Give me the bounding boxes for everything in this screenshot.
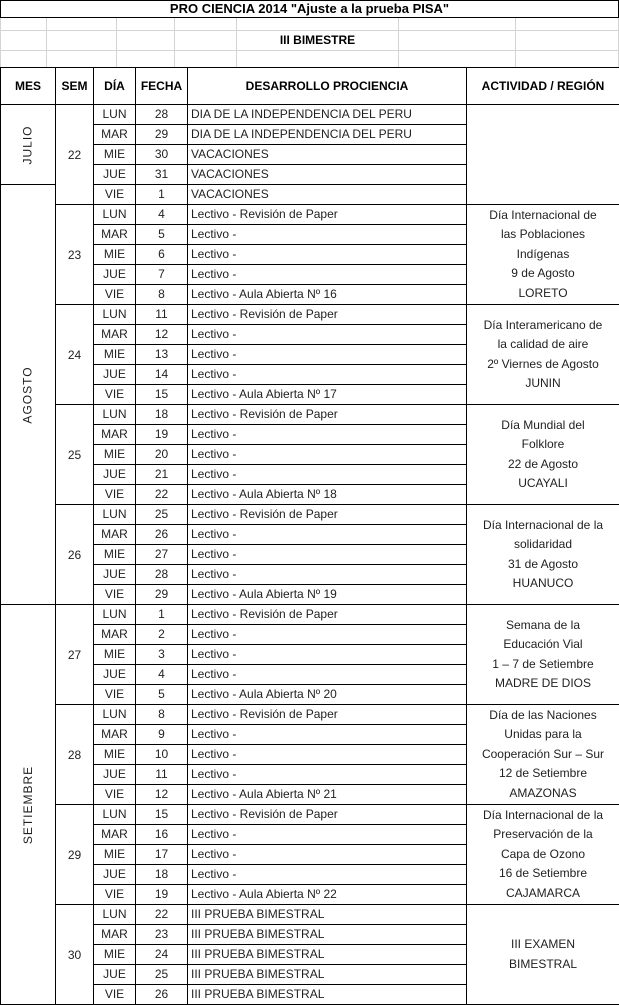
desarrollo-cell: Lectivo - bbox=[188, 865, 467, 885]
dia-cell: VIE bbox=[94, 785, 136, 805]
fecha-cell: 15 bbox=[136, 805, 188, 825]
bimester-subtitle: III BIMESTRE bbox=[237, 31, 398, 50]
fecha-cell: 31 bbox=[136, 165, 188, 185]
week-number-cell: 22 bbox=[56, 105, 94, 205]
fecha-cell: 18 bbox=[136, 865, 188, 885]
fecha-cell: 18 bbox=[136, 405, 188, 425]
fecha-cell: 29 bbox=[136, 585, 188, 605]
month-label: SETIEMBRE bbox=[21, 765, 36, 844]
header-cell-mes: MES bbox=[1, 67, 56, 105]
week-number-cell: 30 bbox=[56, 905, 94, 1005]
desarrollo-cell: Lectivo - bbox=[188, 645, 467, 665]
actividad-line: Cooperación Sur – Sur bbox=[481, 746, 605, 761]
desarrollo-cell: Lectivo - bbox=[188, 225, 467, 245]
desarrollo-cell: III PRUEBA BIMESTRAL bbox=[188, 945, 467, 965]
actividad-line: Día Internacional de bbox=[489, 207, 597, 222]
desarrollo-cell: Lectivo - Aula Abierta Nº 21 bbox=[188, 785, 467, 805]
desarrollo-cell: Lectivo - Aula Abierta Nº 18 bbox=[188, 485, 467, 505]
dia-cell: MIE bbox=[94, 245, 136, 265]
gridline bbox=[515, 18, 516, 67]
dia-cell: MAR bbox=[94, 325, 136, 345]
dia-cell: VIE bbox=[94, 985, 136, 1005]
desarrollo-cell: III PRUEBA BIMESTRAL bbox=[188, 985, 467, 1005]
gridline bbox=[1, 50, 618, 51]
dia-cell: MAR bbox=[94, 825, 136, 845]
dia-cell: MIE bbox=[94, 645, 136, 665]
desarrollo-cell: Lectivo - Revisión de Paper bbox=[188, 305, 467, 325]
desarrollo-cell: Lectivo - bbox=[188, 265, 467, 285]
desarrollo-cell: Lectivo - bbox=[188, 825, 467, 845]
dia-cell: JUE bbox=[94, 665, 136, 685]
actividad-cell bbox=[467, 305, 619, 405]
actividad-line: Preservación de la bbox=[493, 827, 593, 842]
actividad-line: Día de las Naciones bbox=[489, 707, 597, 722]
actividad-line: las Poblaciones bbox=[500, 227, 586, 242]
desarrollo-cell: Lectivo - bbox=[188, 725, 467, 745]
dia-cell: VIE bbox=[94, 385, 136, 405]
desarrollo-cell: Lectivo - bbox=[188, 245, 467, 265]
fecha-cell: 6 bbox=[136, 245, 188, 265]
dia-cell: JUE bbox=[94, 865, 136, 885]
desarrollo-cell: Lectivo - bbox=[188, 765, 467, 785]
dia-cell: JUE bbox=[94, 165, 136, 185]
desarrollo-cell: Lectivo - Revisión de Paper bbox=[188, 705, 467, 725]
fecha-cell: 4 bbox=[136, 665, 188, 685]
desarrollo-cell: III PRUEBA BIMESTRAL bbox=[188, 905, 467, 925]
dia-cell: VIE bbox=[94, 285, 136, 305]
actividad-line: 9 de Agosto bbox=[511, 266, 575, 281]
fecha-cell: 11 bbox=[136, 305, 188, 325]
actividad-cell bbox=[467, 605, 619, 705]
actividad-line: UCAYALI bbox=[518, 476, 568, 490]
dia-cell: MIE bbox=[94, 445, 136, 465]
desarrollo-cell: Lectivo - bbox=[188, 525, 467, 545]
header-cell-actividad: ACTIVIDAD / REGIÓN bbox=[467, 67, 619, 105]
fecha-cell: 28 bbox=[136, 565, 188, 585]
actividad-line: CAJAMARCA bbox=[505, 885, 580, 900]
desarrollo-cell: III PRUEBA BIMESTRAL bbox=[188, 925, 467, 945]
desarrollo-cell: Lectivo - Revisión de Paper bbox=[188, 405, 467, 425]
actividad-line: Día Internacional de la bbox=[482, 517, 604, 532]
actividad-line: Indígenas bbox=[516, 246, 570, 261]
actividad-line: LORETO bbox=[518, 285, 568, 300]
desarrollo-cell: Lectivo - bbox=[188, 625, 467, 645]
dia-cell: VIE bbox=[94, 885, 136, 905]
fecha-cell: 22 bbox=[136, 485, 188, 505]
actividad-line: 12 de Setiembre bbox=[498, 766, 588, 781]
desarrollo-cell: Lectivo - bbox=[188, 665, 467, 685]
actividad-line: Día Interamericano de bbox=[483, 317, 603, 332]
actividad-cell bbox=[467, 505, 619, 605]
fecha-cell: 12 bbox=[136, 785, 188, 805]
actividad-cell bbox=[467, 105, 619, 205]
dia-cell: MIE bbox=[94, 145, 136, 165]
spreadsheet-gap-band bbox=[0, 18, 619, 67]
dia-cell: VIE bbox=[94, 585, 136, 605]
dia-cell: VIE bbox=[94, 485, 136, 505]
actividad-line: 22 de Agosto bbox=[507, 456, 579, 471]
week-number-cell: 27 bbox=[56, 605, 94, 705]
desarrollo-cell: Lectivo - bbox=[188, 845, 467, 865]
dia-cell: MIE bbox=[94, 945, 136, 965]
fecha-cell: 5 bbox=[136, 225, 188, 245]
fecha-cell: 19 bbox=[136, 425, 188, 445]
fecha-cell: 27 bbox=[136, 545, 188, 565]
dia-cell: MAR bbox=[94, 425, 136, 445]
header-cell-desarrollo: DESARROLLO PROCIENCIA bbox=[188, 67, 467, 105]
month-cell-setiembre bbox=[1, 605, 56, 1005]
actividad-line: Folklore bbox=[521, 437, 565, 451]
dia-cell: VIE bbox=[94, 185, 136, 205]
fecha-cell: 17 bbox=[136, 845, 188, 865]
desarrollo-cell: Lectivo - bbox=[188, 545, 467, 565]
dia-cell: JUE bbox=[94, 265, 136, 285]
actividad-line: la calidad de aire bbox=[497, 337, 589, 351]
header-cell-sem: SEM bbox=[56, 67, 94, 105]
desarrollo-cell: Lectivo - bbox=[188, 745, 467, 765]
header-cell-dia: DÍA bbox=[94, 67, 136, 105]
dia-cell: LUN bbox=[94, 105, 136, 125]
dia-cell: LUN bbox=[94, 805, 136, 825]
actividad-line: 16 de Setiembre bbox=[498, 866, 588, 881]
fecha-cell: 26 bbox=[136, 525, 188, 545]
month-label: AGOSTO bbox=[21, 365, 35, 424]
dia-cell: JUE bbox=[94, 365, 136, 385]
fecha-cell: 23 bbox=[136, 925, 188, 945]
desarrollo-cell: VACACIONES bbox=[188, 165, 467, 185]
gridline bbox=[116, 18, 117, 67]
dia-cell: MAR bbox=[94, 725, 136, 745]
month-cell-agosto bbox=[1, 185, 56, 605]
desarrollo-cell: Lectivo - bbox=[188, 465, 467, 485]
desarrollo-cell: III PRUEBA BIMESTRAL bbox=[188, 965, 467, 985]
actividad-line: HUANUCO bbox=[512, 576, 574, 590]
dia-cell: MAR bbox=[94, 125, 136, 145]
actividad-line: III EXAMEN bbox=[510, 937, 575, 951]
page-title: PRO CIENCIA 2014 "Ajuste a la prueba PISA" bbox=[0, 0, 619, 18]
desarrollo-cell: Lectivo - Revisión de Paper bbox=[188, 205, 467, 225]
desarrollo-cell: Lectivo - bbox=[188, 365, 467, 385]
dia-cell: MAR bbox=[94, 925, 136, 945]
desarrollo-cell: Lectivo - Revisión de Paper bbox=[188, 505, 467, 525]
schedule-body bbox=[0, 105, 619, 1005]
desarrollo-cell: Lectivo - bbox=[188, 445, 467, 465]
actividad-cell bbox=[467, 905, 619, 1005]
dia-cell: JUE bbox=[94, 965, 136, 985]
actividad-line: Día Internacional de la bbox=[482, 807, 604, 822]
actividad-line: BIMESTRAL bbox=[508, 956, 577, 971]
fecha-cell: 19 bbox=[136, 885, 188, 905]
month-label: JULIO bbox=[20, 124, 35, 165]
fecha-cell: 1 bbox=[136, 185, 188, 205]
dia-cell: VIE bbox=[94, 685, 136, 705]
desarrollo-cell: VACACIONES bbox=[188, 185, 467, 205]
actividad-line: 31 de Agosto bbox=[507, 556, 579, 571]
gridline bbox=[398, 18, 399, 67]
desarrollo-cell: Lectivo - Revisión de Paper bbox=[188, 605, 467, 625]
fecha-cell: 26 bbox=[136, 985, 188, 1005]
dia-cell: MAR bbox=[94, 625, 136, 645]
fecha-cell: 24 bbox=[136, 945, 188, 965]
week-number-cell: 26 bbox=[56, 505, 94, 605]
fecha-cell: 11 bbox=[136, 765, 188, 785]
actividad-cell bbox=[467, 205, 619, 305]
desarrollo-cell: Lectivo - bbox=[188, 325, 467, 345]
fecha-cell: 20 bbox=[136, 445, 188, 465]
dia-cell: MIE bbox=[94, 745, 136, 765]
actividad-line: Día Mundial del bbox=[501, 417, 585, 432]
dia-cell: MIE bbox=[94, 845, 136, 865]
desarrollo-cell: Lectivo - Revisión de Paper bbox=[188, 805, 467, 825]
dia-cell: LUN bbox=[94, 405, 136, 425]
fecha-cell: 30 bbox=[136, 145, 188, 165]
fecha-cell: 3 bbox=[136, 645, 188, 665]
dia-cell: LUN bbox=[94, 205, 136, 225]
dia-cell: JUE bbox=[94, 765, 136, 785]
fecha-cell: 10 bbox=[136, 745, 188, 765]
fecha-cell: 8 bbox=[136, 285, 188, 305]
fecha-cell: 8 bbox=[136, 705, 188, 725]
actividad-line: 1 – 7 de Setiembre bbox=[492, 656, 594, 671]
dia-cell: MAR bbox=[94, 525, 136, 545]
actividad-line: Unidas para la bbox=[504, 727, 582, 742]
week-number-cell: 24 bbox=[56, 305, 94, 405]
dia-cell: LUN bbox=[94, 305, 136, 325]
week-number-cell: 23 bbox=[56, 205, 94, 305]
fecha-cell: 21 bbox=[136, 465, 188, 485]
dia-cell: LUN bbox=[94, 705, 136, 725]
fecha-cell: 15 bbox=[136, 385, 188, 405]
dia-cell: MIE bbox=[94, 545, 136, 565]
actividad-line: Capa de Ozono bbox=[500, 846, 586, 861]
fecha-cell: 5 bbox=[136, 685, 188, 705]
desarrollo-cell: DIA DE LA INDEPENDENCIA DEL PERU bbox=[188, 125, 467, 145]
table-header bbox=[0, 67, 619, 105]
fecha-cell: 29 bbox=[136, 125, 188, 145]
dia-cell: JUE bbox=[94, 565, 136, 585]
desarrollo-cell: Lectivo - bbox=[188, 345, 467, 365]
dia-cell: MAR bbox=[94, 225, 136, 245]
actividad-line: Semana de la bbox=[505, 617, 581, 632]
desarrollo-cell: Lectivo - Aula Abierta Nº 20 bbox=[188, 685, 467, 705]
actividad-line: MADRE DE DIOS bbox=[494, 676, 591, 690]
week-number-cell: 29 bbox=[56, 805, 94, 905]
actividad-cell bbox=[467, 805, 619, 905]
gridline bbox=[174, 18, 175, 67]
fecha-cell: 13 bbox=[136, 345, 188, 365]
fecha-cell: 14 bbox=[136, 365, 188, 385]
desarrollo-cell: VACACIONES bbox=[188, 145, 467, 165]
desarrollo-cell: Lectivo - bbox=[188, 565, 467, 585]
desarrollo-cell: Lectivo - bbox=[188, 425, 467, 445]
actividad-line: AMAZONAS bbox=[509, 785, 577, 800]
desarrollo-cell: Lectivo - Aula Abierta Nº 16 bbox=[188, 285, 467, 305]
fecha-cell: 7 bbox=[136, 265, 188, 285]
fecha-cell: 25 bbox=[136, 965, 188, 985]
fecha-cell: 25 bbox=[136, 505, 188, 525]
gridline bbox=[46, 18, 47, 67]
fecha-cell: 1 bbox=[136, 605, 188, 625]
actividad-cell bbox=[467, 405, 619, 505]
header-cell-fecha: FECHA bbox=[136, 67, 188, 105]
desarrollo-cell: DIA DE LA INDEPENDENCIA DEL PERU bbox=[188, 105, 467, 125]
desarrollo-cell: Lectivo - Aula Abierta Nº 22 bbox=[188, 885, 467, 905]
fecha-cell: 22 bbox=[136, 905, 188, 925]
desarrollo-cell: Lectivo - Aula Abierta Nº 19 bbox=[188, 585, 467, 605]
fecha-cell: 28 bbox=[136, 105, 188, 125]
month-cell-julio bbox=[1, 105, 56, 185]
dia-cell: LUN bbox=[94, 905, 136, 925]
fecha-cell: 4 bbox=[136, 205, 188, 225]
actividad-line: Educación Vial bbox=[503, 637, 583, 651]
actividad-line: 2º Viernes de Agosto bbox=[487, 356, 599, 371]
fecha-cell: 12 bbox=[136, 325, 188, 345]
week-number-cell: 25 bbox=[56, 405, 94, 505]
fecha-cell: 2 bbox=[136, 625, 188, 645]
dia-cell: JUE bbox=[94, 465, 136, 485]
actividad-cell bbox=[467, 705, 619, 805]
fecha-cell: 16 bbox=[136, 825, 188, 845]
actividad-line: JUNIN bbox=[525, 376, 561, 390]
actividad-line: solidaridad bbox=[513, 537, 573, 551]
dia-cell: MIE bbox=[94, 345, 136, 365]
dia-cell: LUN bbox=[94, 605, 136, 625]
dia-cell: LUN bbox=[94, 505, 136, 525]
desarrollo-cell: Lectivo - Aula Abierta Nº 17 bbox=[188, 385, 467, 405]
fecha-cell: 9 bbox=[136, 725, 188, 745]
week-number-cell: 28 bbox=[56, 705, 94, 805]
